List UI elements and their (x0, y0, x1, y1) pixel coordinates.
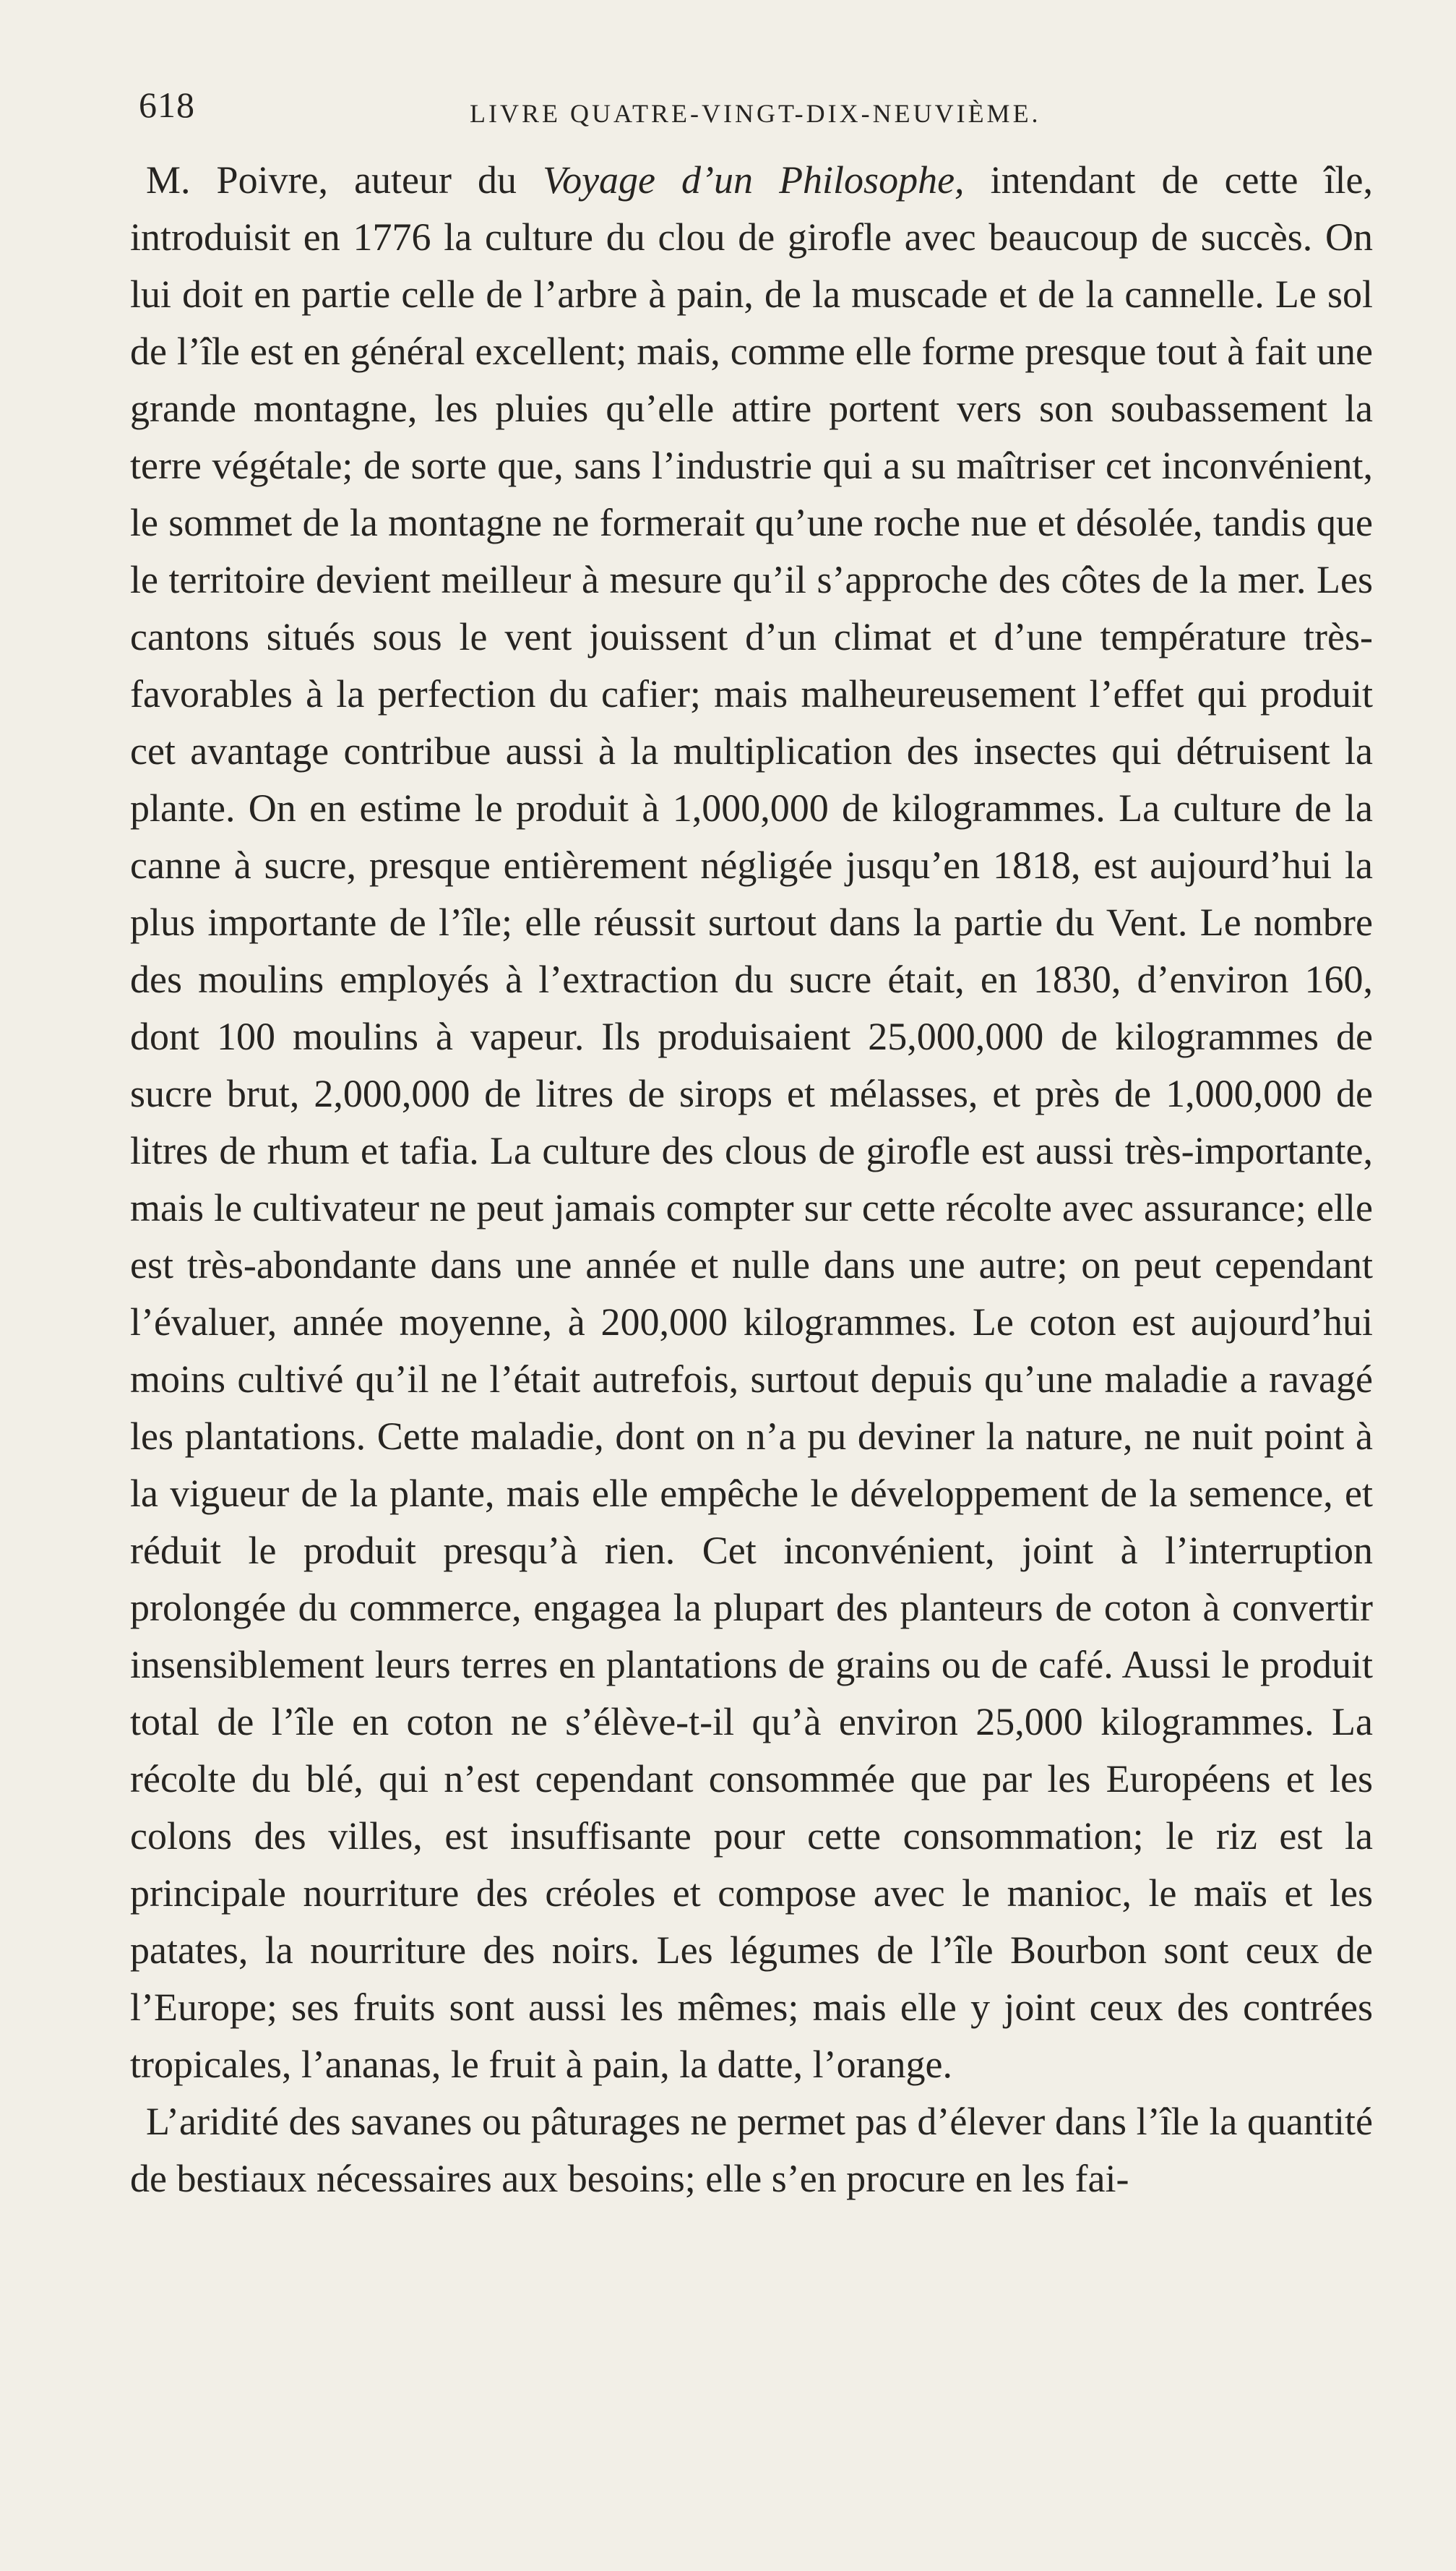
paragraph-opening-text: M. Poivre, auteur du (146, 158, 543, 202)
page-number: 618 (139, 85, 195, 125)
paragraph-poivre-cultures (130, 152, 1373, 2093)
paragraph-savannas-livestock: L’aridité des savanes ou pâturages ne permet pas d’élever dans l’île la quantité de bestiaux nécessaires aux besoins; elle s’en procure en les fai- (130, 2100, 1373, 2200)
book-title: Voyage d’un Philosophe, (543, 158, 965, 202)
running-title: LIVRE QUATRE-VINGT-DIX-NEUVIÈME. (470, 99, 1041, 128)
running-head (130, 78, 1384, 136)
paragraph-main-text: intendant de cette île, introduisit en 1776 la culture du clou de girofle avec beaucoup de succès. On lui doit en partie celle de l’arbre à pain, de la muscade et de la cannelle. Le sol de l’île est en général excellent; mais, comme elle forme presque tout à fait une grande montagne, les pluies qu’elle attire portent vers son soubassement la terre végétale; de sorte que, sans l’industrie qui a su maîtriser cet inconvénient, le sommet de la montagne ne formerait qu’une roche nue et désolée, tandis que le territoire devient meilleur à mesure qu’il s’approche des côtes de la mer. Les cantons situés sous le vent jouissent d’un climat et d’une température très-favorables à la perfection du cafier; mais malheureusement l’effet qui produit cet avantage contribue aussi à la multiplication des insectes qui détruisent la plante. On en estime le produit à 1,000,000 de kilogrammes. La culture de la canne à sucre, presque entièrement négligée jusqu’en 1818, est aujourd’hui la plus importante de l’île; elle réussit surtout dans la partie du Vent. Le nombre des moulins employés à l’extraction du sucre était, en 1830, d’environ 160, dont 100 moulins à vapeur. Ils produisaient 25,000,000 de kilogrammes de sucre brut, 2,000,000 de litres de sirops et mélasses, et près de 1,000,000 de litres de rhum et tafia. La culture des clous de girofle est aussi très-importante, mais le cultivateur ne peut jamais compter sur cette récolte avec assurance; elle est très-abondante dans une année et nulle dans une autre; on peut cependant l’évaluer, année moyenne, à 200,000 kilogrammes. Le coton est aujourd’hui moins cultivé qu’il ne l’était autrefois, surtout depuis qu’une maladie a ravagé les plantations. Cette maladie, dont on n’a pu deviner la nature, ne nuit point à la vigueur de la plante, mais elle empêche le développement de la semence, et réduit le produit presqu’à rien. Cet inconvénient, joint à l’interruption prolongée du commerce, engagea la plupart des planteurs de coton à convertir insensiblement leurs terres en plantations de grains ou de café. Aussi le produit total de l’île en coton ne s’élève-t-il qu’à environ 25,000 kilogrammes. La récolte du blé, qui n’est cependant consommée que par les Européens et les colons des villes, est insuffisante pour cette consommation; le riz est la principale nourriture des créoles et compose avec le manioc, le maïs et les patates, la nourriture des noirs. Les légumes de l’île Bourbon sont ceux de l’Europe; ses fruits sont aussi les mêmes; mais elle y joint ceux des contrées tropicales, l’ananas, le fruit à pain, la datte, l’orange. (130, 158, 1373, 2086)
body-text (130, 152, 1373, 2207)
